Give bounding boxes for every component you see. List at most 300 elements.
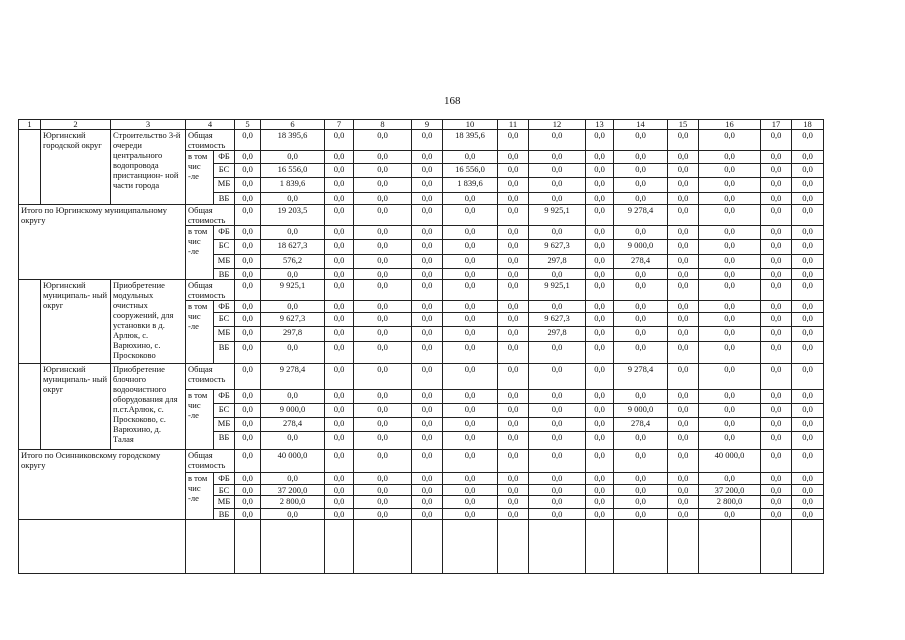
total-label-cell: Итого по Осинниковскому городскому округу <box>19 450 186 520</box>
value-cell: 0,0 <box>354 509 412 520</box>
value-cell: 0,0 <box>443 342 498 364</box>
value-cell: 0,0 <box>412 226 443 240</box>
total-cost-label: Общая стоимость <box>186 450 235 473</box>
value-cell: 0,0 <box>668 164 699 178</box>
value-cell: 9 000,0 <box>261 404 325 418</box>
value-cell: 0,0 <box>699 313 761 327</box>
value-cell: 0,0 <box>498 164 529 178</box>
value-cell: 16 556,0 <box>443 164 498 178</box>
blank-cell <box>498 520 529 574</box>
value-cell: 0,0 <box>614 151 668 164</box>
value-cell: 0,0 <box>614 130 668 151</box>
funding-source-label: БС <box>214 240 235 255</box>
value-cell: 0,0 <box>261 509 325 520</box>
value-cell: 40 000,0 <box>261 450 325 473</box>
value-cell: 0,0 <box>261 269 325 280</box>
value-cell: 0,0 <box>354 342 412 364</box>
column-header: 5 <box>235 120 261 130</box>
value-cell: 0,0 <box>586 226 614 240</box>
value-cell: 0,0 <box>761 450 792 473</box>
value-cell: 0,0 <box>668 450 699 473</box>
value-cell: 278,4 <box>614 255 668 269</box>
value-cell: 0,0 <box>354 364 412 390</box>
total-cost-label: Общая стоимость <box>186 364 235 390</box>
value-cell: 0,0 <box>761 342 792 364</box>
value-cell: 0,0 <box>354 496 412 509</box>
column-header: 11 <box>498 120 529 130</box>
value-cell: 0,0 <box>235 313 261 327</box>
value-cell: 0,0 <box>498 280 529 301</box>
value-cell: 0,0 <box>614 485 668 496</box>
value-cell: 0,0 <box>614 496 668 509</box>
value-cell: 0,0 <box>235 151 261 164</box>
value-cell: 0,0 <box>443 432 498 450</box>
value-cell: 0,0 <box>614 473 668 485</box>
funding-source-label: БС <box>214 313 235 327</box>
value-cell: 0,0 <box>235 509 261 520</box>
value-cell: 0,0 <box>325 193 354 205</box>
value-cell: 0,0 <box>235 269 261 280</box>
value-cell: 0,0 <box>498 390 529 404</box>
funding-source-label: МБ <box>214 178 235 193</box>
value-cell: 0,0 <box>498 342 529 364</box>
value-cell: 0,0 <box>261 301 325 313</box>
value-cell: 0,0 <box>668 130 699 151</box>
value-cell: 0,0 <box>412 473 443 485</box>
value-cell: 0,0 <box>235 193 261 205</box>
value-cell: 0,0 <box>235 301 261 313</box>
value-cell: 0,0 <box>498 473 529 485</box>
value-cell: 0,0 <box>354 178 412 193</box>
value-cell: 0,0 <box>614 390 668 404</box>
column-header: 4 <box>186 120 235 130</box>
municipality-cell: Юргинский муниципаль- ный округ <box>41 364 111 450</box>
value-cell: 9 278,4 <box>614 205 668 226</box>
value-cell: 0,0 <box>792 418 824 432</box>
table-row <box>19 450 824 473</box>
value-cell: 0,0 <box>792 496 824 509</box>
column-header: 2 <box>41 120 111 130</box>
value-cell: 0,0 <box>325 205 354 226</box>
value-cell: 0,0 <box>325 450 354 473</box>
value-cell: 0,0 <box>325 280 354 301</box>
value-cell: 0,0 <box>699 280 761 301</box>
value-cell: 0,0 <box>761 193 792 205</box>
column-header: 8 <box>354 120 412 130</box>
value-cell: 0,0 <box>586 432 614 450</box>
value-cell: 297,8 <box>529 327 586 342</box>
value-cell: 0,0 <box>235 327 261 342</box>
total-cost-label: Общая стоимость <box>186 280 235 301</box>
value-cell: 0,0 <box>412 193 443 205</box>
value-cell: 18 395,6 <box>261 130 325 151</box>
value-cell: 0,0 <box>412 301 443 313</box>
funding-source-label: ВБ <box>214 432 235 450</box>
value-cell: 0,0 <box>235 485 261 496</box>
value-cell: 0,0 <box>325 301 354 313</box>
value-cell: 0,0 <box>443 509 498 520</box>
funding-source-label: МБ <box>214 418 235 432</box>
value-cell: 0,0 <box>354 280 412 301</box>
value-cell: 0,0 <box>498 130 529 151</box>
value-cell: 0,0 <box>792 450 824 473</box>
value-cell: 0,0 <box>586 193 614 205</box>
value-cell: 0,0 <box>699 151 761 164</box>
value-cell: 0,0 <box>792 280 824 301</box>
value-cell: 0,0 <box>668 473 699 485</box>
value-cell: 0,0 <box>529 418 586 432</box>
value-cell: 0,0 <box>325 496 354 509</box>
value-cell: 0,0 <box>668 151 699 164</box>
value-cell: 0,0 <box>325 226 354 240</box>
column-header: 18 <box>792 120 824 130</box>
value-cell: 0,0 <box>792 473 824 485</box>
value-cell: 0,0 <box>699 342 761 364</box>
value-cell: 0,0 <box>235 164 261 178</box>
value-cell: 0,0 <box>586 269 614 280</box>
value-cell: 0,0 <box>261 151 325 164</box>
value-cell: 0,0 <box>529 473 586 485</box>
total-label-cell: Итого по Юргинскому муниципальному округу <box>19 205 186 280</box>
row-number-cell <box>19 280 41 364</box>
value-cell: 0,0 <box>529 130 586 151</box>
value-cell: 0,0 <box>668 496 699 509</box>
value-cell: 0,0 <box>235 240 261 255</box>
value-cell: 0,0 <box>792 164 824 178</box>
value-cell: 0,0 <box>412 205 443 226</box>
blank-cell <box>235 520 261 574</box>
project-cell: Строительство 3-й очереди центрального водопровода пристанцион- ной части города <box>111 130 186 205</box>
value-cell: 0,0 <box>614 269 668 280</box>
value-cell: 0,0 <box>235 390 261 404</box>
blank-cell <box>443 520 498 574</box>
value-cell: 0,0 <box>586 301 614 313</box>
value-cell: 0,0 <box>614 280 668 301</box>
value-cell: 0,0 <box>261 432 325 450</box>
value-cell: 0,0 <box>354 313 412 327</box>
value-cell: 278,4 <box>261 418 325 432</box>
value-cell: 0,0 <box>498 327 529 342</box>
value-cell: 0,0 <box>235 450 261 473</box>
value-cell: 0,0 <box>761 509 792 520</box>
value-cell: 0,0 <box>761 226 792 240</box>
funding-source-label: ФБ <box>214 390 235 404</box>
value-cell: 0,0 <box>792 193 824 205</box>
value-cell: 0,0 <box>792 432 824 450</box>
value-cell: 0,0 <box>498 226 529 240</box>
value-cell: 0,0 <box>235 226 261 240</box>
project-cell: Приобретение модульных очистных сооружений, для установки в д. Арлюк, с. Варюхино, с. Проскоково <box>111 280 186 364</box>
table-row <box>19 205 824 226</box>
value-cell: 0,0 <box>325 509 354 520</box>
value-cell: 0,0 <box>498 269 529 280</box>
value-cell: 0,0 <box>443 280 498 301</box>
municipality-cell: Юргинский муниципаль- ный округ <box>41 280 111 364</box>
value-cell: 0,0 <box>529 364 586 390</box>
including-label: в том чис -ле <box>186 151 214 205</box>
table-row-blank <box>19 520 824 574</box>
column-header: 15 <box>668 120 699 130</box>
value-cell: 0,0 <box>412 404 443 418</box>
value-cell: 0,0 <box>443 255 498 269</box>
value-cell: 0,0 <box>761 164 792 178</box>
value-cell: 0,0 <box>325 432 354 450</box>
value-cell: 2 800,0 <box>261 496 325 509</box>
value-cell: 0,0 <box>699 269 761 280</box>
value-cell: 0,0 <box>443 226 498 240</box>
value-cell: 0,0 <box>354 193 412 205</box>
row-number-cell <box>19 130 41 205</box>
funding-source-label: ФБ <box>214 473 235 485</box>
value-cell: 0,0 <box>529 151 586 164</box>
value-cell: 9 278,4 <box>614 364 668 390</box>
value-cell: 0,0 <box>325 269 354 280</box>
value-cell: 0,0 <box>354 226 412 240</box>
value-cell: 0,0 <box>443 496 498 509</box>
value-cell: 0,0 <box>761 327 792 342</box>
value-cell: 0,0 <box>354 432 412 450</box>
value-cell: 18 627,3 <box>261 240 325 255</box>
column-header: 14 <box>614 120 668 130</box>
value-cell: 0,0 <box>699 255 761 269</box>
funding-source-label: МБ <box>214 255 235 269</box>
value-cell: 0,0 <box>443 301 498 313</box>
page-number: 168 <box>444 95 461 107</box>
value-cell: 0,0 <box>668 313 699 327</box>
value-cell: 0,0 <box>761 390 792 404</box>
blank-cell <box>586 520 614 574</box>
value-cell: 0,0 <box>614 432 668 450</box>
value-cell: 0,0 <box>498 240 529 255</box>
value-cell: 0,0 <box>668 404 699 418</box>
value-cell: 9 627,3 <box>529 313 586 327</box>
value-cell: 9 925,1 <box>529 205 586 226</box>
value-cell: 0,0 <box>498 404 529 418</box>
value-cell: 0,0 <box>668 193 699 205</box>
value-cell: 0,0 <box>354 205 412 226</box>
value-cell: 0,0 <box>586 418 614 432</box>
value-cell: 0,0 <box>261 193 325 205</box>
column-header: 13 <box>586 120 614 130</box>
funding-source-label: ФБ <box>214 226 235 240</box>
value-cell: 0,0 <box>529 164 586 178</box>
value-cell: 0,0 <box>498 485 529 496</box>
value-cell: 0,0 <box>668 178 699 193</box>
table-row <box>19 280 824 301</box>
value-cell: 0,0 <box>586 313 614 327</box>
value-cell: 0,0 <box>412 255 443 269</box>
value-cell: 0,0 <box>668 342 699 364</box>
value-cell: 0,0 <box>498 255 529 269</box>
value-cell: 0,0 <box>792 404 824 418</box>
value-cell: 0,0 <box>443 473 498 485</box>
value-cell: 0,0 <box>529 178 586 193</box>
value-cell: 0,0 <box>412 130 443 151</box>
value-cell: 0,0 <box>792 390 824 404</box>
value-cell: 0,0 <box>614 450 668 473</box>
value-cell: 0,0 <box>261 342 325 364</box>
value-cell: 0,0 <box>443 327 498 342</box>
value-cell: 0,0 <box>668 390 699 404</box>
value-cell: 0,0 <box>761 205 792 226</box>
value-cell: 0,0 <box>354 255 412 269</box>
value-cell: 0,0 <box>529 485 586 496</box>
value-cell: 0,0 <box>699 193 761 205</box>
value-cell: 0,0 <box>412 496 443 509</box>
value-cell: 0,0 <box>761 130 792 151</box>
funding-source-label: ФБ <box>214 301 235 313</box>
value-cell: 0,0 <box>699 130 761 151</box>
including-label: в том чис -ле <box>186 301 214 364</box>
value-cell: 9 278,4 <box>261 364 325 390</box>
value-cell: 0,0 <box>325 404 354 418</box>
value-cell: 0,0 <box>699 509 761 520</box>
value-cell: 0,0 <box>586 390 614 404</box>
value-cell: 0,0 <box>498 151 529 164</box>
including-label: в том чис -ле <box>186 390 214 450</box>
value-cell: 0,0 <box>586 240 614 255</box>
value-cell: 19 203,5 <box>261 205 325 226</box>
value-cell: 0,0 <box>261 226 325 240</box>
value-cell: 0,0 <box>325 485 354 496</box>
value-cell: 0,0 <box>668 301 699 313</box>
value-cell: 1 839,6 <box>443 178 498 193</box>
value-cell: 0,0 <box>325 327 354 342</box>
blank-cell <box>354 520 412 574</box>
value-cell: 0,0 <box>668 269 699 280</box>
value-cell: 0,0 <box>668 255 699 269</box>
value-cell: 0,0 <box>443 151 498 164</box>
value-cell: 0,0 <box>586 130 614 151</box>
value-cell: 0,0 <box>761 432 792 450</box>
value-cell: 0,0 <box>614 342 668 364</box>
value-cell: 0,0 <box>498 313 529 327</box>
value-cell: 0,0 <box>792 327 824 342</box>
value-cell: 0,0 <box>668 418 699 432</box>
value-cell: 0,0 <box>614 178 668 193</box>
column-header: 16 <box>699 120 761 130</box>
value-cell: 0,0 <box>498 450 529 473</box>
value-cell: 0,0 <box>586 151 614 164</box>
value-cell: 0,0 <box>443 193 498 205</box>
value-cell: 9 000,0 <box>614 404 668 418</box>
blank-cell <box>412 520 443 574</box>
value-cell: 0,0 <box>792 130 824 151</box>
value-cell: 0,0 <box>498 432 529 450</box>
value-cell: 0,0 <box>412 313 443 327</box>
value-cell: 0,0 <box>325 390 354 404</box>
value-cell: 0,0 <box>586 496 614 509</box>
funding-source-label: БС <box>214 404 235 418</box>
table-body <box>19 120 824 574</box>
value-cell: 0,0 <box>412 280 443 301</box>
value-cell: 0,0 <box>325 418 354 432</box>
value-cell: 0,0 <box>412 364 443 390</box>
value-cell: 0,0 <box>761 280 792 301</box>
value-cell: 0,0 <box>699 178 761 193</box>
table-row <box>19 130 824 151</box>
funding-source-label: ФБ <box>214 151 235 164</box>
value-cell: 40 000,0 <box>699 450 761 473</box>
column-header: 9 <box>412 120 443 130</box>
value-cell: 0,0 <box>529 432 586 450</box>
value-cell: 9 925,1 <box>261 280 325 301</box>
value-cell: 0,0 <box>761 255 792 269</box>
value-cell: 278,4 <box>614 418 668 432</box>
value-cell: 0,0 <box>586 255 614 269</box>
value-cell: 0,0 <box>498 193 529 205</box>
value-cell: 0,0 <box>354 418 412 432</box>
value-cell: 0,0 <box>354 327 412 342</box>
value-cell: 0,0 <box>412 509 443 520</box>
value-cell: 0,0 <box>354 164 412 178</box>
value-cell: 0,0 <box>792 509 824 520</box>
value-cell: 0,0 <box>529 301 586 313</box>
value-cell: 0,0 <box>354 450 412 473</box>
value-cell: 0,0 <box>529 226 586 240</box>
value-cell: 0,0 <box>235 280 261 301</box>
value-cell: 0,0 <box>443 390 498 404</box>
value-cell: 0,0 <box>792 226 824 240</box>
blank-cell <box>668 520 699 574</box>
value-cell: 0,0 <box>412 164 443 178</box>
value-cell: 0,0 <box>614 226 668 240</box>
value-cell: 0,0 <box>761 313 792 327</box>
value-cell: 0,0 <box>354 473 412 485</box>
value-cell: 0,0 <box>412 390 443 404</box>
value-cell: 0,0 <box>699 327 761 342</box>
blank-cell <box>529 520 586 574</box>
value-cell: 0,0 <box>529 342 586 364</box>
value-cell: 0,0 <box>699 240 761 255</box>
value-cell: 0,0 <box>761 301 792 313</box>
value-cell: 0,0 <box>235 418 261 432</box>
value-cell: 0,0 <box>614 164 668 178</box>
value-cell: 0,0 <box>354 301 412 313</box>
value-cell: 0,0 <box>498 509 529 520</box>
blank-cell <box>761 520 792 574</box>
value-cell: 0,0 <box>668 485 699 496</box>
value-cell: 0,0 <box>325 130 354 151</box>
value-cell: 0,0 <box>529 404 586 418</box>
value-cell: 0,0 <box>235 404 261 418</box>
value-cell: 0,0 <box>498 418 529 432</box>
value-cell: 0,0 <box>325 342 354 364</box>
value-cell: 0,0 <box>443 313 498 327</box>
value-cell: 0,0 <box>586 364 614 390</box>
value-cell: 0,0 <box>761 151 792 164</box>
value-cell: 0,0 <box>761 485 792 496</box>
value-cell: 297,8 <box>261 327 325 342</box>
value-cell: 0,0 <box>443 450 498 473</box>
value-cell: 0,0 <box>699 473 761 485</box>
value-cell: 0,0 <box>792 485 824 496</box>
value-cell: 0,0 <box>761 240 792 255</box>
including-label: в том чис -ле <box>186 473 214 520</box>
blank-cell <box>699 520 761 574</box>
value-cell: 0,0 <box>443 485 498 496</box>
value-cell: 0,0 <box>586 164 614 178</box>
blank-cell <box>19 520 186 574</box>
value-cell: 0,0 <box>443 240 498 255</box>
funding-source-label: МБ <box>214 496 235 509</box>
value-cell: 0,0 <box>412 342 443 364</box>
value-cell: 0,0 <box>761 473 792 485</box>
value-cell: 0,0 <box>412 269 443 280</box>
value-cell: 0,0 <box>325 313 354 327</box>
value-cell: 0,0 <box>325 473 354 485</box>
value-cell: 0,0 <box>325 255 354 269</box>
